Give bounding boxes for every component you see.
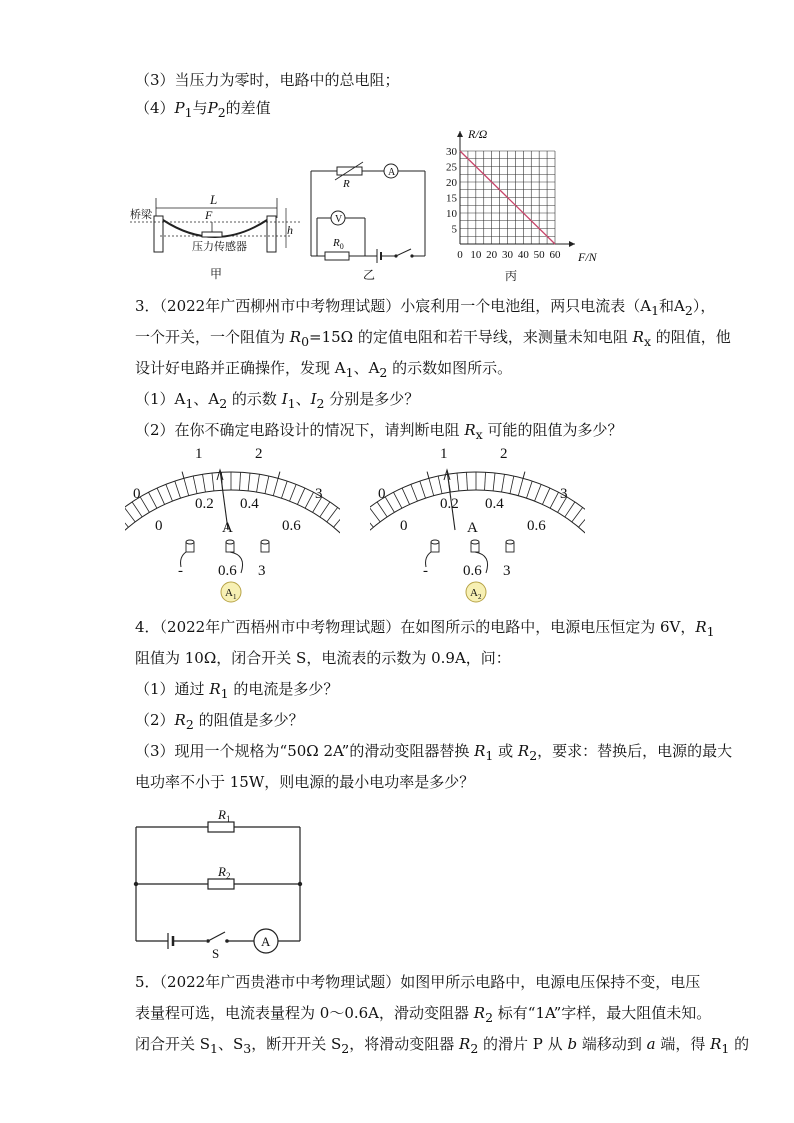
chart-xlabel: F/N — [578, 250, 597, 264]
q5-line-3: 闭合开关 $S_1$、$S_3$，断开开关 $S_2$，将滑动变阻器 $R_2$ 的滑片 P 从 b 端移动到 a 端，得 $R_1$ 的 — [135, 1035, 750, 1056]
y-tick-label: 10 — [446, 208, 457, 220]
q4-sub-2: $(2)R_2$ 的阻值是多少？ — [135, 711, 304, 732]
label-sensor: 压力传感器 — [192, 241, 247, 253]
q3-line-1: 3．（2022年广西柳州市中考物理试题）小宸利用一个电池组，两只电流表（$A_1$和$A_2$）， — [135, 297, 716, 318]
q3-line-3: 设计好电路并正确操作，发现 $A_1$、$A_2$ 的示数如图所示。 — [135, 359, 513, 380]
y-tick-label: 20 — [446, 177, 457, 189]
q3-sub-1: $(1)A_1$、$A_2$ 的示数 $I_1$、$I_2$ 分别是多少？ — [135, 390, 420, 411]
terminal-cap — [186, 540, 194, 544]
q4-line-1: 4．（2022年广西梧州市中考物理试题）在如图所示的电路中，电源电压恒定为 6V，$R_1$ — [135, 618, 715, 639]
scale-outer-0: 0 — [133, 486, 141, 502]
q4-sub-3-cont: 电功率不小于 15W，则电源的最小电功率是多少？ — [135, 773, 475, 791]
scale-outer-3: 3 — [315, 486, 323, 502]
terminal-cap — [431, 540, 439, 544]
q4-sub-1: （1）通过 $R_1$ 的电流是多少？ — [135, 680, 339, 701]
label-S: S — [212, 946, 220, 961]
chart-grid — [457, 131, 575, 247]
q3-sub-2: （2）在你不确定电路设计的情况下，请判断电阻 $R_x$ 可能的阻值为多少？ — [135, 421, 623, 442]
caption-yi: 乙 — [363, 268, 376, 282]
unit-A: A — [222, 520, 233, 536]
scale-inner-0-4: 0.4 — [240, 496, 259, 512]
x-axis-arrow — [569, 241, 575, 247]
y-axis-arrow — [457, 131, 463, 137]
terminal-neg: - — [178, 563, 183, 579]
label-R0: $R_0$ — [333, 237, 344, 251]
x-tick-label: 0 — [457, 249, 463, 261]
caption-bing: 丙 — [505, 269, 518, 283]
q2-item-3: （3）当压力为零时，电路中的总电阻； — [135, 71, 400, 89]
terminal-0-6: 0.6 — [218, 563, 237, 579]
badge-a1: $A_1$ — [225, 587, 237, 601]
x-tick-label: 20 — [486, 249, 498, 261]
terminal-cap — [261, 540, 269, 544]
scale-inner-0-2: 0.2 — [440, 496, 459, 512]
q4-line-2: 阻值为 10Ω，闭合开关 S，电流表的示数为 0.9A，问： — [135, 649, 511, 667]
scale-outer-2: 2 — [255, 446, 263, 462]
y-tick-label: 25 — [446, 161, 457, 174]
badge-a2: $A_2$ — [470, 587, 482, 601]
terminal-cap — [226, 540, 234, 544]
caption-jia: 甲 — [210, 267, 223, 281]
scale-inner-0-4: 0.4 — [485, 496, 504, 512]
q5-line-1: 5．（2022年广西贵港市中考物理试题）如图甲所示电路中，电源电压保持不变，电压 — [135, 973, 701, 991]
ammeter-a1-figure — [125, 445, 340, 607]
label-bridge: 桥梁 — [130, 209, 152, 221]
figure-jia-bridge — [130, 188, 310, 283]
q4-sub-3: （3）现用一个规格为“50Ω 2A”的滑动变阻器替换 $R_1$ 或 $R_2$，要求：替换后，电源的最大 — [135, 742, 733, 763]
voltmeter-V: V — [335, 214, 343, 225]
scale-inner-0: 0 — [155, 518, 163, 534]
label-F: F — [205, 208, 213, 222]
unit-A: A — [467, 520, 478, 536]
scale-outer-1: 1 — [440, 446, 448, 462]
figure-yi-circuit — [305, 150, 435, 283]
scale-outer-0: 0 — [378, 486, 386, 502]
terminal-3: 3 — [503, 563, 511, 579]
terminal-neg: - — [423, 563, 428, 579]
terminal-0-6: 0.6 — [463, 563, 482, 579]
x-tick-label: 10 — [470, 249, 482, 261]
scale-inner-0-6: 0.6 — [527, 518, 546, 534]
x-tick-label: 30 — [502, 249, 513, 261]
scale-inner-0: 0 — [400, 518, 408, 534]
ammeter-A: A — [388, 167, 396, 178]
scale-inner-0-6: 0.6 — [282, 518, 301, 534]
x-tick-label: 40 — [517, 249, 529, 261]
chart-ylabel: R/Ω — [468, 127, 488, 141]
y-tick-label: 5 — [451, 223, 457, 236]
figure-q4-circuit — [128, 805, 308, 965]
scale-outer-1: 1 — [195, 446, 203, 462]
dial-major-tick — [278, 472, 280, 479]
dial-major-tick — [427, 472, 429, 479]
scale-outer-3: 3 — [560, 486, 568, 502]
q2-item-4: $(4)P_1$与$P_2$的差值 — [135, 99, 271, 120]
figure-bing-chart — [440, 126, 610, 283]
q3-line-2: 一个开关，一个阻值为 $R_0=15\Omega$ 的定值电阻和若干导线，来测量未知电阻 $R_x$ 的阻值，他 — [135, 328, 731, 349]
x-tick-label: 50 — [533, 249, 545, 261]
terminal-cap — [506, 540, 514, 544]
y-tick-label: 30 — [446, 146, 457, 158]
label-R2: $R_2$ — [218, 864, 231, 881]
terminal-cap — [471, 540, 479, 544]
scale-inner-0-2: 0.2 — [195, 496, 214, 512]
ammeter-A: A — [261, 934, 271, 949]
x-tick-label: 60 — [549, 249, 561, 261]
label-R1: $R_1$ — [218, 807, 231, 824]
dial-major-tick — [523, 472, 525, 479]
label-h: h — [287, 223, 293, 237]
y-tick-label: 15 — [446, 192, 457, 205]
dial-major-tick — [182, 472, 184, 479]
terminal-3: 3 — [258, 563, 266, 579]
q5-line-2: 表量程可选，电流表量程为 0～0.6A，滑动变阻器 $R_2$ 标有“1A”字样，最大阻值未知。 — [135, 1004, 712, 1025]
scale-outer-2: 2 — [500, 446, 508, 462]
ammeter-a2-figure — [370, 445, 585, 607]
label-R: R — [343, 178, 350, 190]
label-L: L — [210, 192, 218, 207]
